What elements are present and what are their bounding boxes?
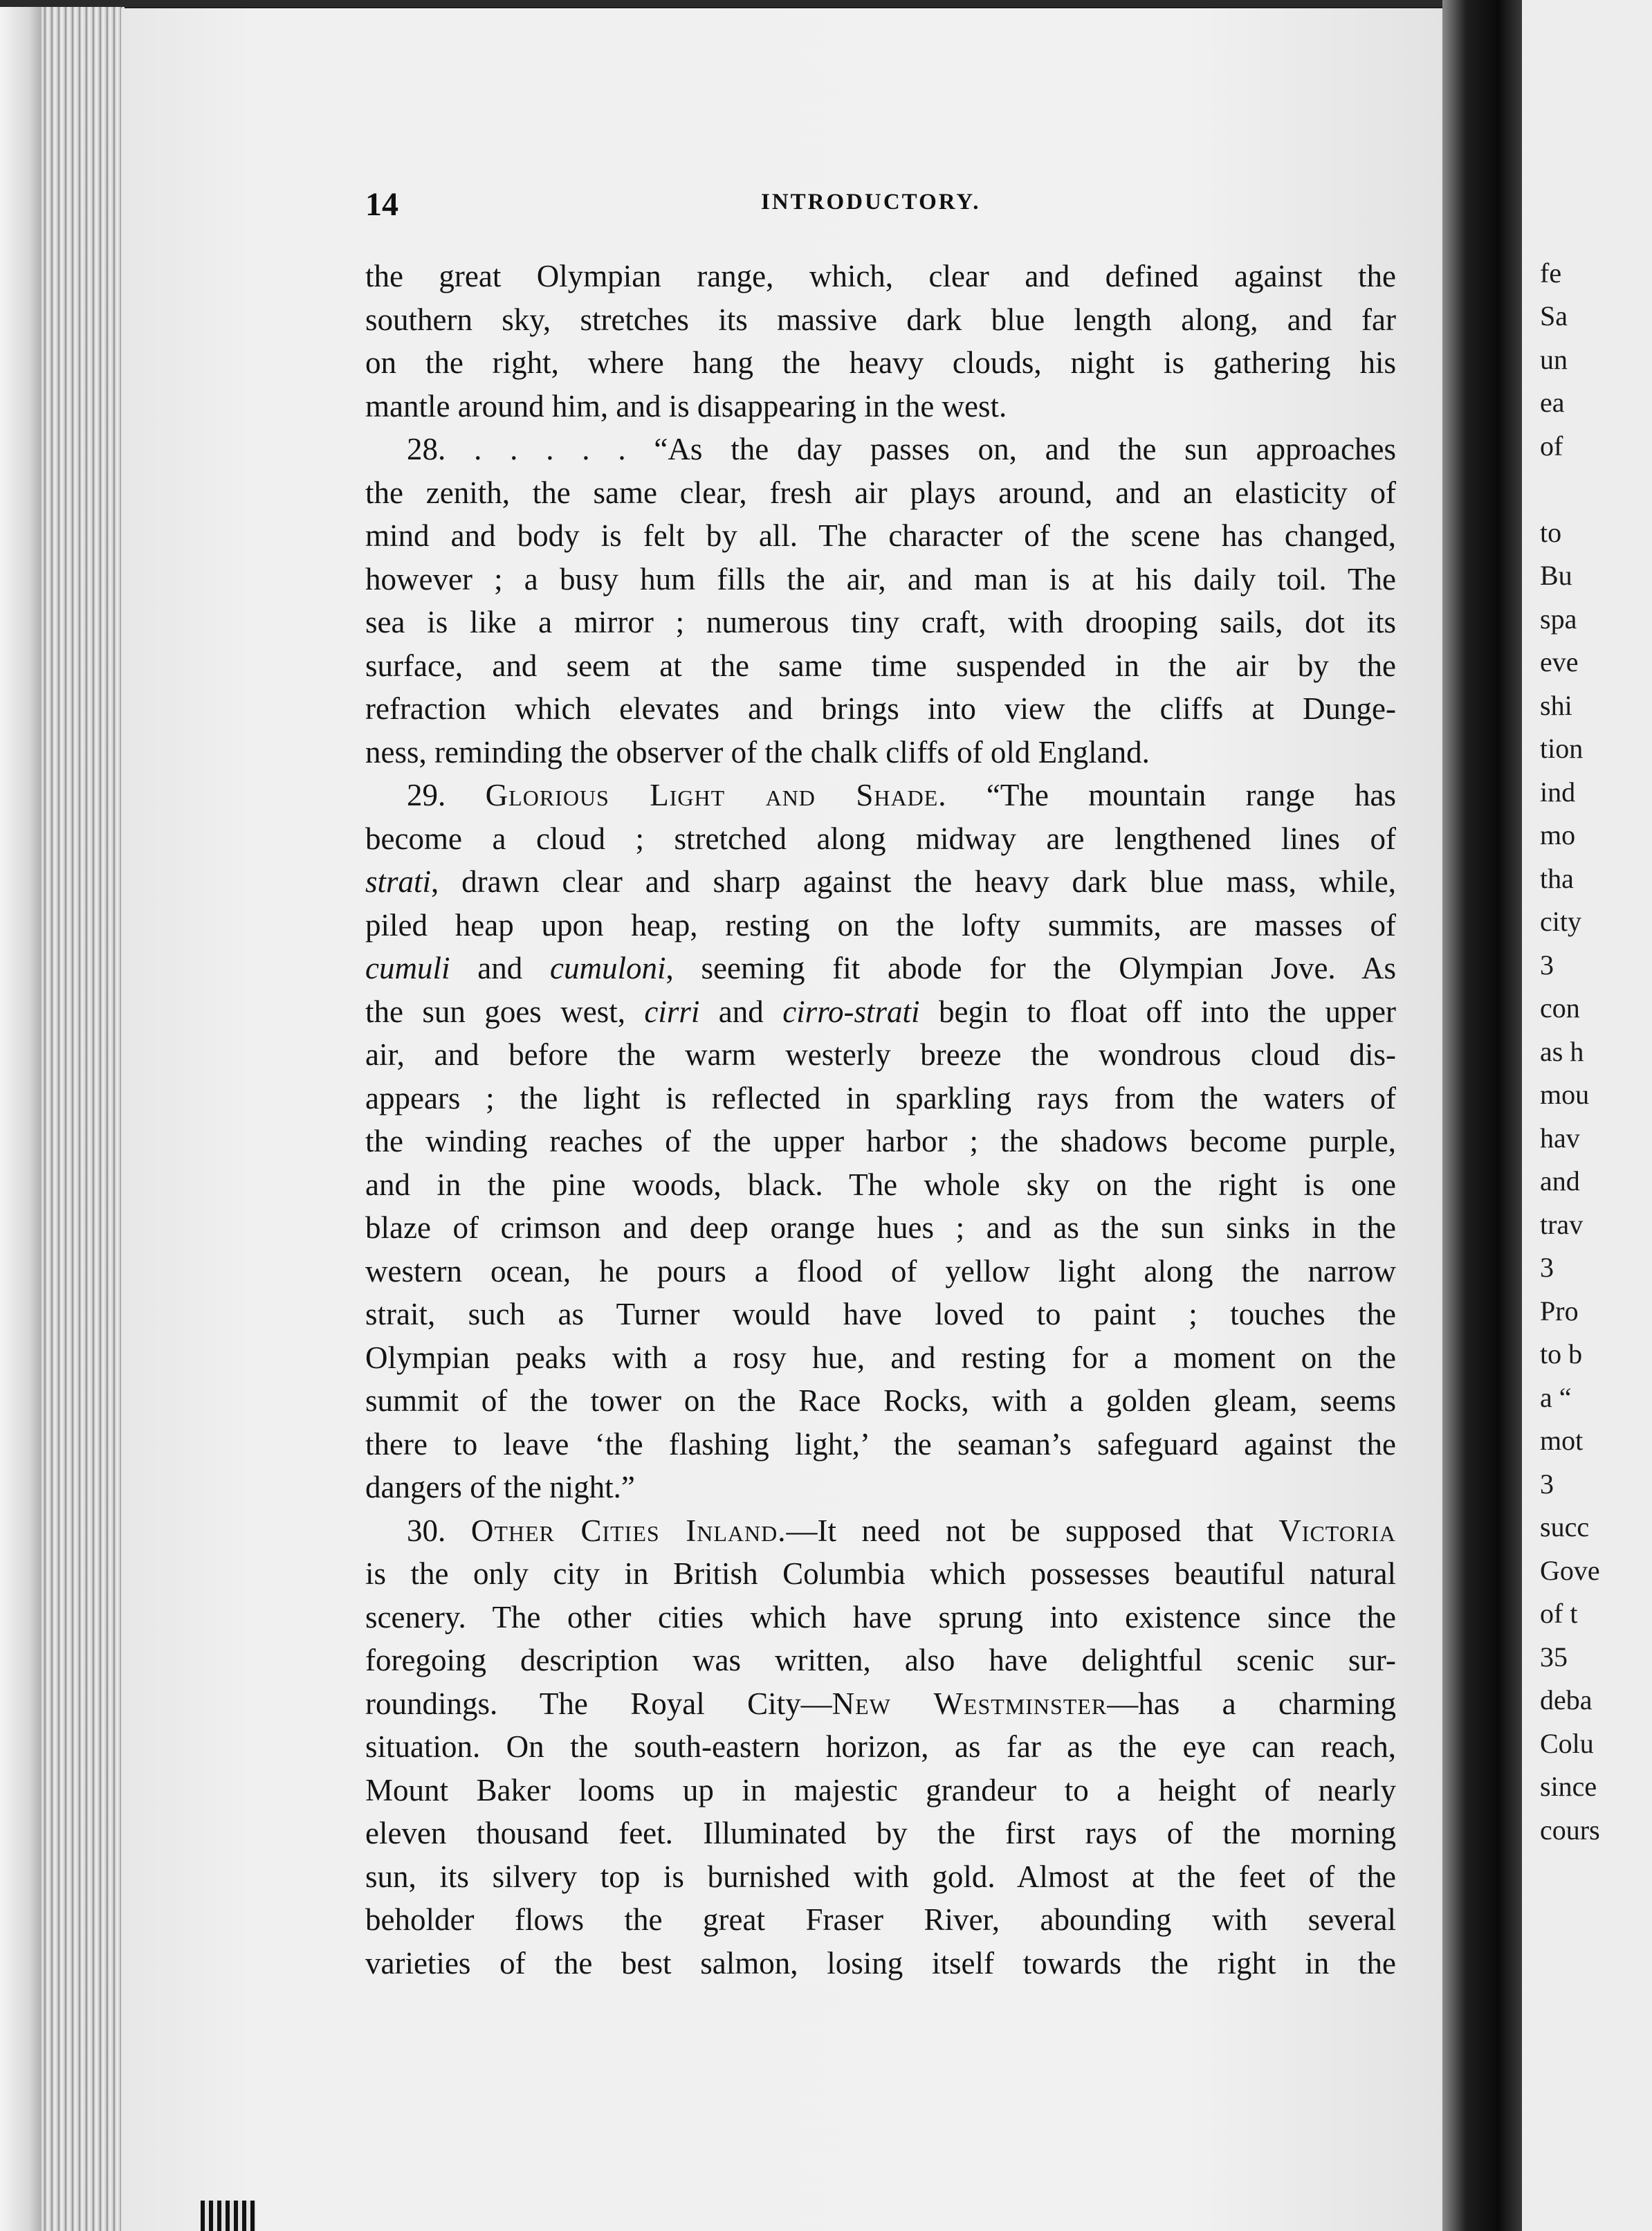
text-line: and in the pine woods, black. The whole sky on the right is one	[365, 1167, 1396, 1202]
text-line: air, and before the warm westerly breeze the wondrous cloud dis-	[365, 1037, 1396, 1072]
italic-term: cumuloni	[550, 951, 666, 985]
text-line: blaze of crimson and deep orange hues ; and as the sun sinks in the	[365, 1210, 1396, 1245]
text-line: there to leave ‘the flashing light,’ the seaman’s safeguard against the	[365, 1426, 1396, 1461]
text-line: Olympian peaks with a rosy hue, and resting for a moment on the	[365, 1340, 1396, 1375]
text-line: situation. On the south-eastern horizon, as far as the eye can reach,	[365, 1729, 1396, 1764]
body-text	[365, 255, 1396, 1985]
text-segment: the sun goes west,	[365, 994, 645, 1029]
text-line: scenery. The other cities which have sprung into existence since the	[365, 1599, 1396, 1634]
text-segment: , seeming fit abode for the Olympian Jove. As	[666, 951, 1396, 985]
text-line: the winding reaches of the upper harbor ; the shadows become purple,	[365, 1124, 1396, 1158]
facing-page-text-fragment: Sa	[1540, 300, 1568, 331]
facing-page-text-fragment: tha	[1540, 863, 1574, 894]
text-line: piled heap upon heap, resting on the lofty summits, are masses of	[365, 907, 1396, 943]
text-line: appears ; the light is reflected in sparkling rays from the waters of	[365, 1080, 1396, 1116]
text-line-with-italic	[365, 947, 1396, 990]
text-line: Mount Baker looms up in majestic grandeur to a height of nearly	[365, 1772, 1396, 1807]
facing-page-fragment	[1522, 0, 1652, 2231]
section-heading: Glorious Light and Shade.	[485, 778, 947, 812]
text-line: western ocean, he pours a flood of yellow light along the narrow	[365, 1253, 1396, 1288]
paragraph-29-first-line	[365, 774, 1396, 817]
facing-page-text-fragment: of t	[1540, 1598, 1578, 1629]
text-line-with-italic	[365, 990, 1396, 1034]
paragraph-28-first-line	[365, 428, 1396, 471]
text-line-with-smallcaps	[365, 1682, 1396, 1726]
text-line: foregoing description was written, also have delightful scenic sur-	[365, 1643, 1396, 1677]
paragraph-30-first-line	[365, 1509, 1396, 1553]
facing-page-text-fragment: 35	[1540, 1641, 1568, 1673]
facing-page-text-fragment: spa	[1540, 603, 1577, 635]
section-heading: Other Cities Inland.	[470, 1513, 787, 1548]
facing-page-text-fragment: 3	[1540, 949, 1554, 981]
text-line: surface, and seem at the same time suspended in the air by the	[365, 648, 1396, 683]
text-line: dangers of the night.”	[365, 1470, 635, 1504]
text-segment: —has a charming	[1107, 1686, 1396, 1721]
text-line: the great Olympian range, which, clear and defined against the	[365, 259, 1396, 293]
text-line: mind and body is felt by all. The character of the scene has changed,	[365, 518, 1396, 553]
text-segment: begin to float off into the upper	[919, 994, 1396, 1029]
italic-term: cumuli	[365, 951, 450, 985]
place-name: Victoria	[1278, 1513, 1396, 1548]
text-line: beholder flows the great Fraser River, abounding with several	[365, 1902, 1396, 1937]
text-segment: , drawn clear and sharp against the heavy dark blue mass, while,	[431, 864, 1396, 899]
text-segment: roundings. The Royal City—	[365, 1686, 832, 1721]
place-name: New Westminster	[832, 1686, 1108, 1721]
page-edges	[42, 0, 125, 2231]
facing-page-text-fragment: fe	[1540, 257, 1562, 289]
facing-page-text-fragment: tion	[1540, 733, 1584, 764]
facing-page-text-fragment: Pro	[1540, 1295, 1579, 1327]
facing-page-text-fragment: un	[1540, 344, 1568, 375]
running-head: INTRODUCTORY.	[761, 190, 981, 215]
facing-page-text-fragment: 3	[1540, 1468, 1554, 1500]
italic-term: strati	[365, 864, 432, 899]
text-line: refraction which elevates and brings into view the cliffs at Dunge-	[365, 691, 1396, 726]
facing-page-text-fragment: deba	[1540, 1684, 1593, 1715]
text-line: is the only city in British Columbia which possesses beautiful natural	[365, 1556, 1396, 1591]
text-line: mantle around him, and is disappearing in the west.	[365, 388, 1007, 424]
top-border	[0, 0, 1453, 7]
paragraph-number: 29.	[407, 778, 486, 812]
facing-page-text-fragment: ea	[1540, 387, 1565, 418]
italic-term: cirri	[644, 994, 700, 1029]
text-line: sea is like a mirror ; numerous tiny craft, with drooping sails, dot its	[365, 605, 1396, 639]
page-number: 14	[365, 186, 398, 223]
facing-page-text-fragment: succ	[1540, 1511, 1590, 1542]
facing-page-text-fragment: as h	[1540, 1036, 1584, 1067]
italic-term: cirro-strati	[782, 994, 920, 1029]
facing-page-text-fragment: since	[1540, 1771, 1597, 1802]
text-segment: and	[699, 994, 783, 1029]
facing-page-text-fragment: Bu	[1540, 560, 1572, 591]
text-line: the zenith, the same clear, fresh air plays around, and an elasticity of	[365, 475, 1396, 510]
text-segment: “As the day passes on, and the sun approaches	[654, 432, 1396, 466]
paragraph-number: 28. . . . . .	[407, 432, 654, 466]
text-line: strait, such as Turner would have loved to paint ; touches the	[365, 1297, 1396, 1331]
paragraph-number: 30.	[407, 1513, 471, 1548]
facing-page-text-fragment: mo	[1540, 819, 1576, 850]
facing-page-text-fragment: Gove	[1540, 1555, 1600, 1586]
facing-page-text-fragment: trav	[1540, 1209, 1584, 1240]
facing-page-text-fragment: cours	[1540, 1814, 1600, 1846]
text-line: eleven thousand feet. Illuminated by the first rays of the morning	[365, 1816, 1396, 1850]
text-line: sun, its silvery top is burnished with gold. Almost at the feet of the	[365, 1859, 1396, 1894]
facing-page-text-fragment: Colu	[1540, 1728, 1594, 1759]
facing-page-text-fragment: ind	[1540, 776, 1576, 808]
text-segment: —It need not be supposed that	[786, 1513, 1279, 1548]
facing-page-text-fragment: and	[1540, 1165, 1580, 1196]
facing-page-text-fragment: con	[1540, 992, 1580, 1023]
facing-page-text-fragment: city	[1540, 906, 1581, 937]
scan-artifact	[201, 2201, 256, 2231]
facing-page-text-fragment: eve	[1540, 646, 1579, 677]
text-line: varieties of the best salmon, losing itself towards the right in the	[365, 1945, 1396, 1980]
text-line: on the right, where hang the heavy clouds, night is gathering his	[365, 345, 1396, 380]
text-segment: and	[450, 951, 550, 985]
facing-page-text-fragment: mou	[1540, 1079, 1590, 1110]
facing-page-text-fragment: hav	[1540, 1122, 1580, 1154]
facing-page-text-fragment: mot	[1540, 1425, 1584, 1456]
text-line: ness, reminding the observer of the chalk cliffs of old England.	[365, 734, 1150, 770]
text-line: summit of the tower on the Race Rocks, with a golden gleam, seems	[365, 1383, 1396, 1418]
text-line: however ; a busy hum fills the air, and man is at his daily toil. The	[365, 561, 1396, 597]
text-segment: “The mountain range has	[946, 778, 1397, 812]
facing-page-text-fragment: 3	[1540, 1252, 1554, 1283]
page-header	[0, 185, 1652, 227]
facing-page-text-fragment: to	[1540, 517, 1562, 548]
facing-page-text-fragment: a “	[1540, 1382, 1572, 1413]
facing-page-text-fragment: of	[1540, 430, 1563, 462]
facing-page-text-fragment: shi	[1540, 690, 1572, 721]
book-gutter	[1442, 0, 1522, 2231]
text-line: southern sky, stretches its massive dark blue length along, and far	[365, 302, 1396, 337]
text-line: become a cloud ; stretched along midway are lengthened lines of	[365, 821, 1396, 856]
text-line-with-italic	[365, 860, 1396, 904]
facing-page-text-fragment: to b	[1540, 1338, 1583, 1369]
